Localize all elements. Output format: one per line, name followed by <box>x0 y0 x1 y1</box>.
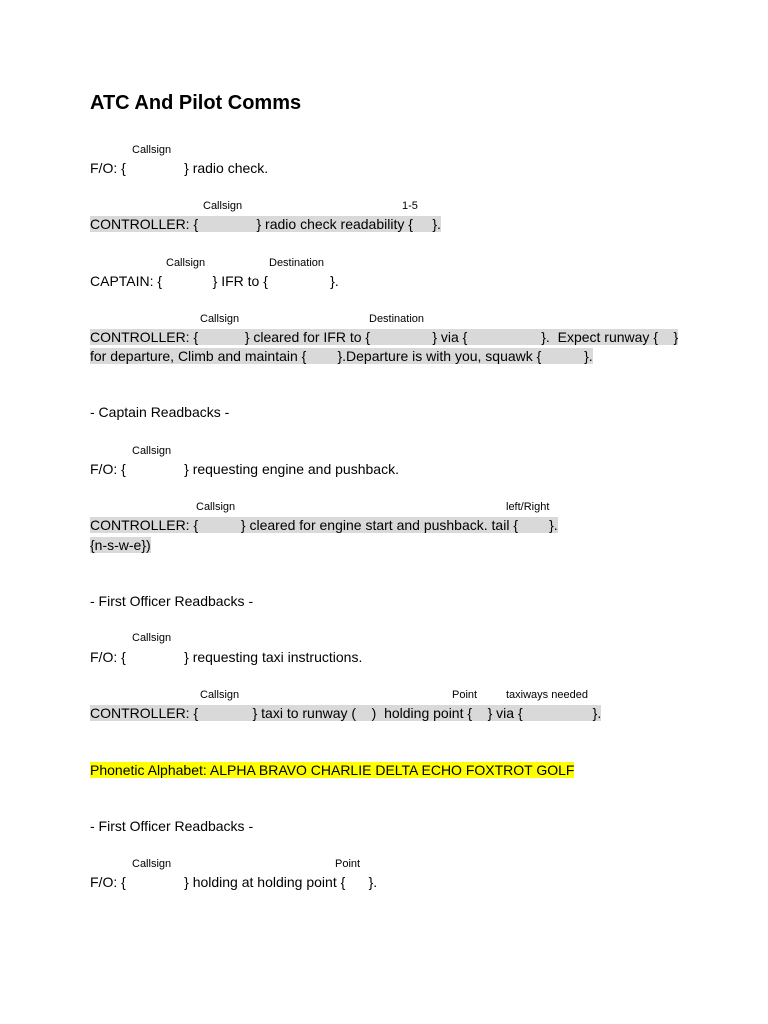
controller-pushback-line-1: CONTROLLER: { } cleared for engine start and pushback. tail { }. <box>90 517 558 533</box>
callsign-label: Callsign <box>203 200 243 212</box>
callsign-label: Callsign <box>200 689 240 701</box>
fo-taxi-request-line: F/O: { } requesting taxi instructions. <box>90 649 363 665</box>
point-label: Point <box>335 858 361 870</box>
fo-engine-pushback-line: F/O: { } requesting engine and pushback. <box>90 461 399 477</box>
destination-label: Destination <box>269 257 325 269</box>
callsign-label: Callsign <box>132 858 172 870</box>
callsign-label: Callsign <box>132 445 172 457</box>
fo-holding-line: F/O: { } holding at holding point { }. <box>90 874 378 890</box>
point-label: Point <box>452 689 478 701</box>
first-officer-readbacks-heading: - First Officer Readbacks - <box>90 818 254 834</box>
document-title: ATC And Pilot Comms <box>90 92 302 114</box>
taxiways-needed-label: taxiways needed <box>506 689 588 701</box>
destination-label: Destination <box>369 313 425 325</box>
controller-pushback-line-2: {n-s-w-e}) <box>90 537 151 553</box>
captain-readbacks-heading: - Captain Readbacks - <box>90 404 230 420</box>
callsign-label: Callsign <box>132 144 172 156</box>
callsign-label: Callsign <box>200 313 240 325</box>
fo-radio-check-line: F/O: { } radio check. <box>90 160 269 176</box>
controller-radio-check-line: CONTROLLER: { } radio check readability { }. <box>90 216 441 232</box>
callsign-label: Callsign <box>132 632 172 644</box>
captain-ifr-line: CAPTAIN: { } IFR to { }. <box>90 273 339 289</box>
left-right-label: left/Right <box>506 501 550 513</box>
phonetic-alphabet: Phonetic Alphabet: ALPHA BRAVO CHARLIE DELTA ECHO FOXTROT GOLF <box>90 762 575 778</box>
controller-taxi-line: CONTROLLER: { } taxi to runway ( ) holding point { } via { }. <box>90 705 602 721</box>
controller-ifr-clearance-line-2: for departure, Climb and maintain { }.Departure is with you, squawk { }. <box>90 348 593 364</box>
readability-label: 1-5 <box>402 200 418 212</box>
controller-ifr-clearance-line-1: CONTROLLER: { } cleared for IFR to { } via { }. Expect runway { } <box>90 329 679 345</box>
callsign-label: Callsign <box>166 257 206 269</box>
callsign-label: Callsign <box>196 501 236 513</box>
first-officer-readbacks-heading: - First Officer Readbacks - <box>90 593 254 609</box>
